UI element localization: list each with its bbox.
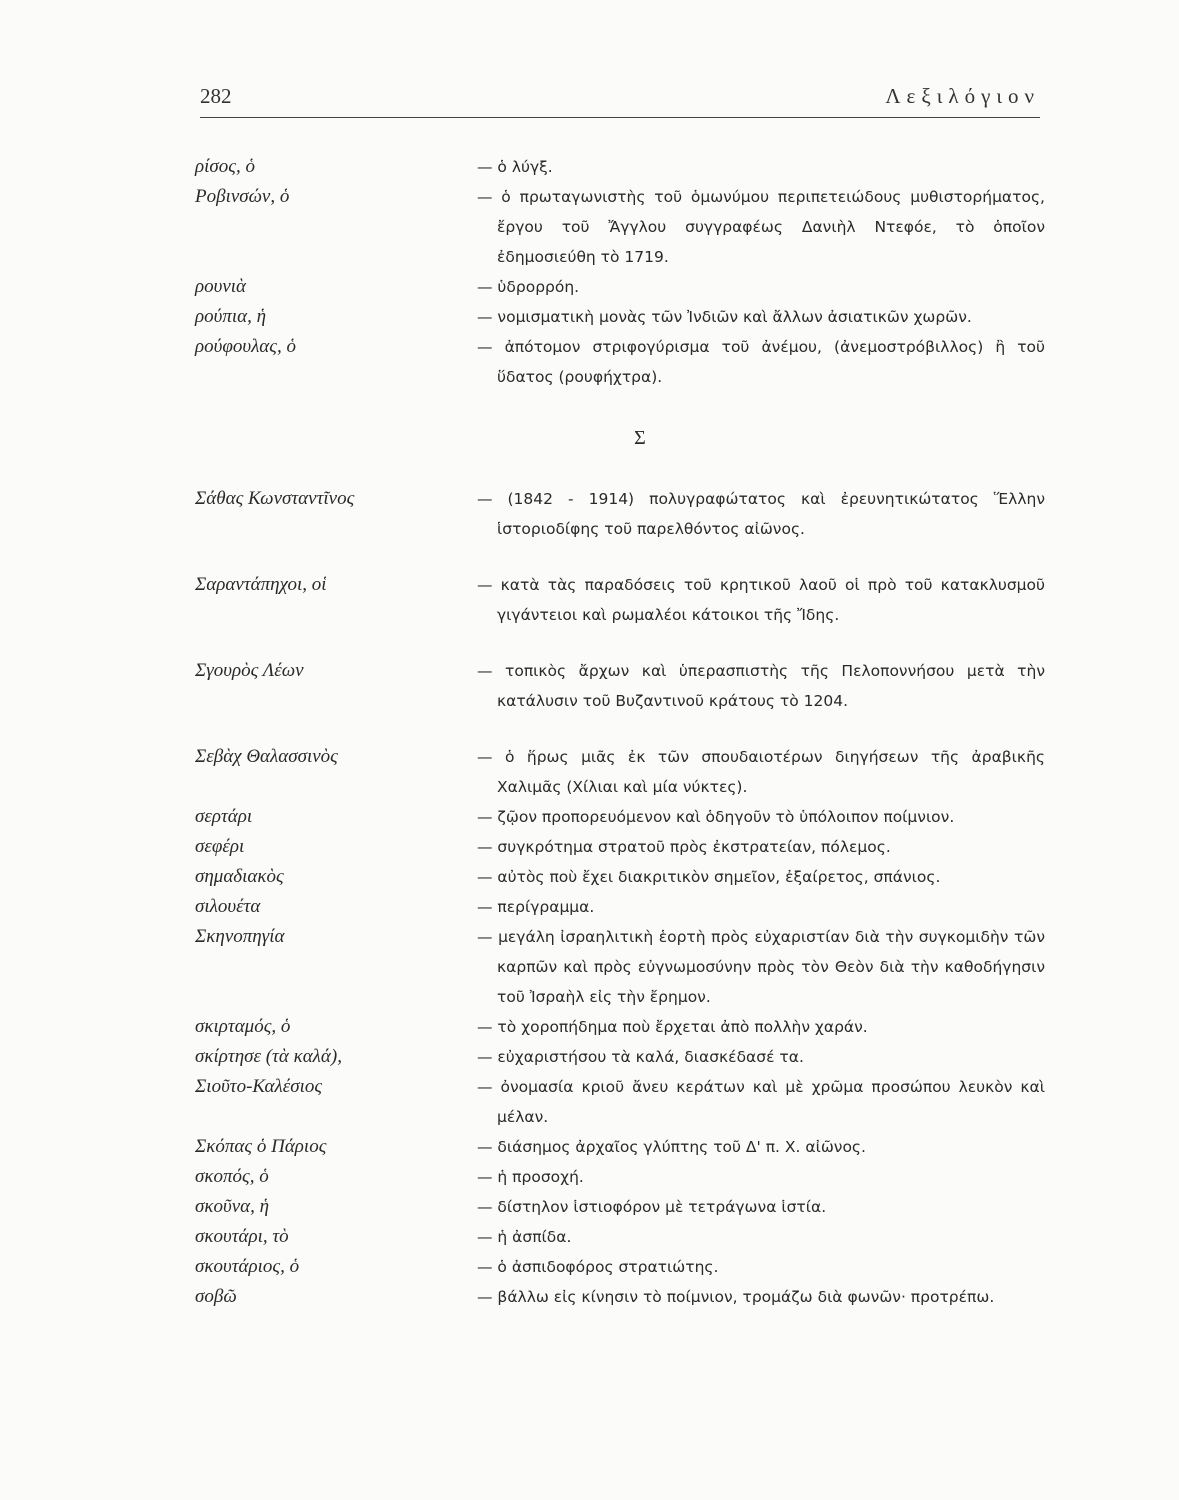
glossary-entry xyxy=(195,832,1045,862)
entry-term: ρούφουλας, ὁ xyxy=(195,336,296,357)
entry-definition: — τοπικὸς ἄρχων καὶ ὑπερασπιστὴς τῆς Πελοποννήσου μετὰ τὴν κατάλυσιν τοῦ Βυζαντινοῦ κράτους τὸ 1204. xyxy=(477,662,1045,710)
entry-definition: — ὀνομασία κριοῦ ἄνευ κεράτων καὶ μὲ χρῶμα προσώπου λευκὸν καὶ μέλαν. xyxy=(477,1078,1045,1126)
entry-term: ρούπια, ἡ xyxy=(195,306,267,327)
page-number: 282 xyxy=(200,84,232,108)
glossary-entry xyxy=(195,1252,1045,1282)
entry-gap xyxy=(195,716,1045,742)
glossary-entry xyxy=(195,1192,1045,1222)
entry-term: σκουτάρι, τὸ xyxy=(195,1226,289,1247)
entry-term: Σκόπας ὁ Πάριος xyxy=(195,1136,327,1157)
entry-definition: — διάσημος ἀρχαῖος γλύπτης τοῦ Δ' π. Χ. αἰῶνος. xyxy=(477,1138,866,1156)
entry-definition: — ἡ ἀσπίδα. xyxy=(477,1228,572,1246)
entry-term: Σιοῦτο-Καλέσιος xyxy=(195,1076,323,1097)
entry-definition: — εὐχαριστήσου τὰ καλά, διασκέδασέ τα. xyxy=(477,1048,804,1066)
glossary-entry xyxy=(195,1162,1045,1192)
entry-term: σκιρταμός, ὁ xyxy=(195,1016,291,1037)
glossary-entry xyxy=(195,1132,1045,1162)
entry-gap xyxy=(195,544,1045,570)
glossary-entry xyxy=(195,922,1045,1012)
entry-term: Σάθας Κωνσταντῖνος xyxy=(195,488,355,509)
glossary-entries xyxy=(195,152,1045,1312)
entry-definition: — τὸ χοροπήδημα ποὺ ἔρχεται ἀπὸ πολλὴν χαράν. xyxy=(477,1018,868,1036)
entry-term: σκίρτησε (τὰ καλά), xyxy=(195,1046,342,1067)
glossary-entry xyxy=(195,302,1045,332)
entry-definition: — συγκρότημα στρατοῦ πρὸς ἐκστρατείαν, πόλεμος. xyxy=(477,838,891,856)
entry-definition: — ὁ λύγξ. xyxy=(477,158,553,176)
glossary-entry xyxy=(195,182,1045,272)
glossary-entry xyxy=(195,862,1045,892)
entry-term: σκοῦνα, ἡ xyxy=(195,1196,270,1217)
entry-term: σιλουέτα xyxy=(195,896,261,917)
glossary-entry xyxy=(195,1012,1045,1042)
entry-definition: — δίστηλον ἱστιοφόρον μὲ τετράγωνα ἱστία. xyxy=(477,1198,827,1216)
glossary-entry xyxy=(195,1282,1045,1312)
entry-definition: — ἀπότομον στριφογύρισμα τοῦ ἀνέμου, (ἀνεμοστρόβιλλος) ἢ τοῦ ὕδατος (ρουφήχτρα). xyxy=(477,338,1045,386)
glossary-entry xyxy=(195,152,1045,182)
entry-definition: — κατὰ τὰς παραδόσεις τοῦ κρητικοῦ λαοῦ οἱ πρὸ τοῦ κατακλυσμοῦ γιγάντειοι καὶ ρωμαλέοι κάτοικοι τῆς Ἴδης. xyxy=(477,576,1045,624)
entry-term: σκουτάριος, ὁ xyxy=(195,1256,300,1277)
glossary-entry xyxy=(195,1072,1045,1132)
glossary-entry xyxy=(195,272,1045,302)
entry-definition: — αὐτὸς ποὺ ἔχει διακριτικὸν σημεῖον, ἐξαίρετος, σπάνιος. xyxy=(477,868,941,886)
entry-definition: — ὑδρορρόη. xyxy=(477,278,580,296)
running-head: Λεξιλόγιον xyxy=(885,84,1040,108)
entry-term: ρίσος, ὁ xyxy=(195,156,255,177)
entry-definition: — ὁ πρωταγωνιστὴς τοῦ ὁμωνύμου περιπετειώδους μυθιστορήματος, ἔργου τοῦ Ἄγγλου συγγραφέως Δανιὴλ Ντεφόε, τὸ ὁποῖον ἐδημοσιεύθη τὸ 1719. xyxy=(477,188,1045,266)
entry-gap xyxy=(195,630,1045,656)
entry-term: Σκηνοπηγία xyxy=(195,926,285,947)
entry-term: σκοπός, ὁ xyxy=(195,1166,269,1187)
glossary-entry xyxy=(195,802,1045,832)
glossary-entry xyxy=(195,1222,1045,1252)
entry-term: σεφέρι xyxy=(195,836,245,857)
glossary-entry xyxy=(195,892,1045,922)
entry-definition: — περίγραμμα. xyxy=(477,898,595,916)
header-rule xyxy=(200,117,1040,118)
glossary-entry xyxy=(195,484,1045,544)
entry-definition: — νομισματικὴ μονὰς τῶν Ἰνδιῶν καὶ ἄλλων ἀσιατικῶν χωρῶν. xyxy=(477,308,972,326)
entry-term: Σαραντάπηχοι, οἱ xyxy=(195,574,327,595)
page-header xyxy=(200,84,1040,118)
entry-definition: — ὁ ἥρως μιᾶς ἐκ τῶν σπουδαιοτέρων διηγήσεων τῆς ἀραβικῆς Χαλιμᾶς (Χίλιαι καὶ μία νύκτες). xyxy=(477,748,1045,796)
entry-definition: — βάλλω εἰς κίνησιν τὸ ποίμνιον, τρομάζω διὰ φωνῶν· προτρέπω. xyxy=(477,1288,995,1306)
entry-term: ρουνιὰ xyxy=(195,276,247,297)
entry-definition: — ἡ προσοχή. xyxy=(477,1168,584,1186)
section-letter-heading: Σ xyxy=(634,427,646,449)
entry-term: Σγουρὸς Λέων xyxy=(195,660,304,681)
glossary-entry xyxy=(195,656,1045,716)
glossary-entry xyxy=(195,570,1045,630)
glossary-entry xyxy=(195,332,1045,392)
entry-definition: — ὁ ἀσπιδοφόρος στρατιώτης. xyxy=(477,1258,719,1276)
glossary-entry xyxy=(195,742,1045,802)
entry-term: σημαδιακὸς xyxy=(195,866,284,887)
entry-term: Ροβινσών, ὁ xyxy=(195,186,290,207)
entry-term: σερτάρι xyxy=(195,806,253,827)
entry-definition: — μεγάλη ἰσραηλιτικὴ ἑορτὴ πρὸς εὐχαριστίαν διὰ τὴν συγκομιδὴν τῶν καρπῶν καὶ πρὸς εὐγνωμοσύνην πρὸς τὸν Θεὸν διὰ τὴν καθοδήγησιν τοῦ Ἰσραὴλ εἰς τὴν ἔρημον. xyxy=(477,928,1045,1006)
entry-term: Σεβὰχ Θαλασσινὸς xyxy=(195,746,338,767)
entry-term: σοβῶ xyxy=(195,1286,237,1307)
entry-definition: — (1842 - 1914) πολυγραφώτατος καὶ ἐρευνητικώτατος Ἕλλην ἱστοριοδίφης τοῦ παρελθόντος αἰῶνος. xyxy=(477,490,1045,538)
glossary-entry xyxy=(195,1042,1045,1072)
entry-definition: — ζῷον προπορευόμενον καὶ ὁδηγοῦν τὸ ὑπόλοιπον ποίμνιον. xyxy=(477,808,955,826)
